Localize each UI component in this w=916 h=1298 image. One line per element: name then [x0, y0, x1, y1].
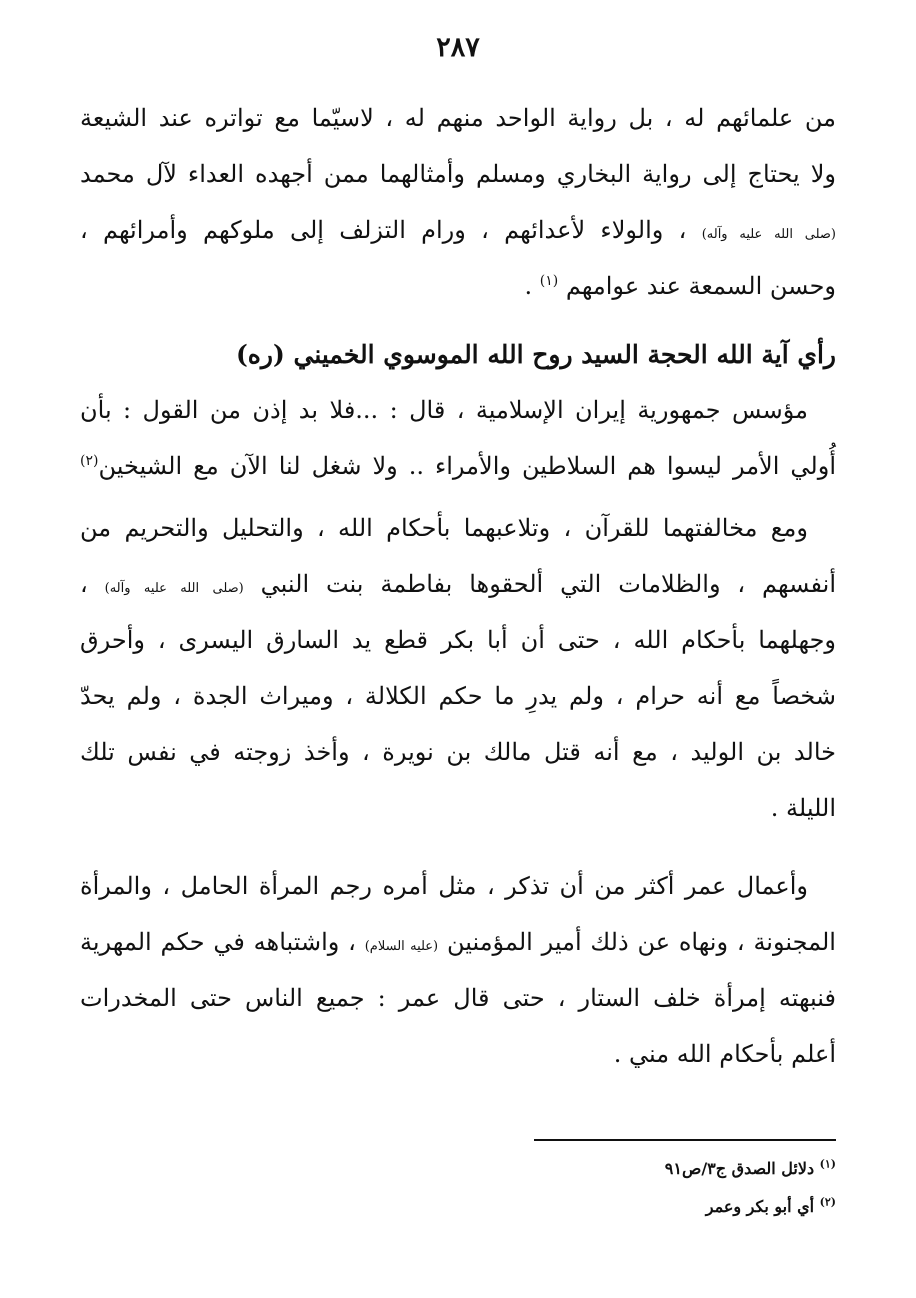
text-line: من علمائهم له ، بل رواية الواحد منهم له ، لاسيّما مع تواتره عند الشيعة [80, 104, 836, 132]
text-line: ولا يحتاج إلى رواية البخاري ومسلم وأمثالهما ممن أجهده العداء لآل محمد [80, 160, 836, 188]
text-line [80, 914, 836, 970]
paragraph-4 [80, 858, 836, 1082]
text-line [80, 438, 836, 494]
section-heading: رأي آية الله الحجة السيد روح الله الموسوي الخميني (ره) [235, 340, 836, 369]
page-number: ٢٨٧ [436, 32, 480, 63]
line-end: ، [80, 570, 88, 598]
text-line: مؤسس جمهورية إيران الإسلامية ، قال : ...فلا بد إذن من القول : بأن [80, 396, 808, 424]
salutation: (عليه السلام) [364, 939, 439, 954]
text-line: خالد بن الوليد ، مع أنه قتل مالك بن نويرة ، وأخذ زوجته في نفس تلك [80, 738, 836, 766]
footnote-ref: (١) [539, 273, 559, 289]
line-end: . [524, 272, 533, 300]
text-line: فنبهته إمرأة خلف الستار ، حتى قال عمر : جميع الناس حتى المخدرات [80, 984, 836, 1012]
line-text: وحسن السمعة عند عوامهم [565, 272, 836, 300]
footnote-item [336, 1188, 836, 1226]
text-line: وجهلهما بأحكام الله ، حتى أن أبا بكر قطع يد السارق اليسرى ، وأحرق [80, 626, 836, 654]
line-text: أُولي الأمر ليسوا هم السلاطين والأمراء .. ولا شغل لنا الآن مع الشيخين [98, 452, 836, 480]
line-text: أنفسهم ، والظلامات التي ألحقوها بفاطمة بنت النبي [260, 570, 836, 598]
text-line [80, 556, 836, 612]
text-line: ومع مخالفتهما للقرآن ، وتلاعبهما بأحكام الله ، والتحليل والتحريم من [80, 514, 808, 542]
footnote-mark: (١) [819, 1157, 836, 1171]
salutation: (صلى الله عليه وآله) [701, 227, 836, 242]
footnote-text: دلائل الصدق ج٣/ص٩١ [664, 1159, 815, 1178]
line-text: المجنونة ، ونهاه عن ذلك أمير المؤمنين [446, 928, 836, 956]
footnote-mark: (٢) [819, 1195, 836, 1209]
text-line: أعلم بأحكام الله مني . [613, 1040, 836, 1068]
line-text: ، واشتباهه في حكم المهرية [80, 928, 356, 956]
text-line [80, 258, 836, 314]
footnote-item [336, 1150, 836, 1188]
paragraph-2 [80, 382, 836, 494]
salutation: (صلى الله عليه وآله) [104, 581, 244, 596]
paragraph-3 [80, 500, 836, 836]
footnote-ref: (٢) [80, 453, 99, 469]
text-line: شخصاً مع أنه حرام ، ولم يدرِ ما حكم الكلالة ، وميراث الجدة ، ولم يحدّ [80, 682, 836, 710]
footnotes [336, 1150, 836, 1226]
text-line: الليلة . [770, 794, 836, 822]
footnote-text: أي أبو بكر وعمر [705, 1197, 815, 1216]
footnote-separator [534, 1139, 836, 1141]
text-line [80, 202, 836, 258]
line-text: ، والولاء لأعدائهم ، ورام التزلف إلى ملوكهم وأمرائهم ، [80, 216, 687, 244]
paragraph-1 [80, 90, 836, 314]
text-line: وأعمال عمر أكثر من أن تذكر ، مثل أمره رجم المرأة الحامل ، والمرأة [80, 872, 808, 900]
